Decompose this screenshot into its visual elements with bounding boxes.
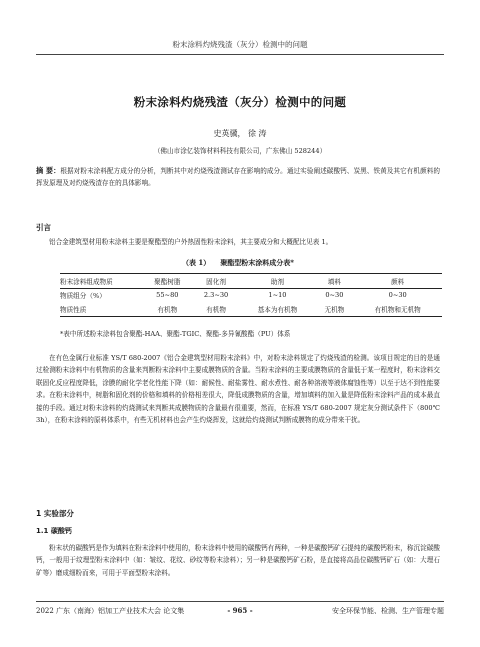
- table-cell: 基本为有机物: [257, 305, 298, 314]
- table-cell: 有机物: [206, 305, 226, 314]
- paper-title: 粉末涂料灼烧残渣（灰分）检测中的问题: [133, 95, 347, 109]
- table-row: [60, 288, 442, 302]
- abstract-label: 摘 要：: [36, 166, 61, 175]
- intro-heading: 引言: [36, 223, 51, 232]
- intro-paragraph: 铝合金建筑型材用粉末涂料主要是聚酯型的户外热固性粉末涂料，其主要成分和大概配比见表 1。: [49, 238, 333, 246]
- table-header-cell: 助剂: [270, 277, 285, 286]
- abstract: [36, 165, 440, 190]
- table-header-cell: 填料: [327, 277, 341, 286]
- table-note: *表中所述粉末涂料包含聚酯-HAA、聚酯-TGIC、聚酯-多异氰酸酯（PU）体系: [60, 330, 291, 338]
- affiliation: （佛山市涂亿装饰材料科技有限公司，广东佛山 528244）: [153, 147, 327, 155]
- table-header-cell: 固化剂: [206, 277, 226, 286]
- footer-topic: 安全环保节能、检测、生产管理专题: [332, 607, 444, 615]
- table-cell: 物质组分（%）: [60, 292, 106, 301]
- abstract-text: 根据对粉末涂料配方成分的分析，判断其中对灼烧残渣测试存在影响的成分。通过实验阐述碳酸钙、炭黑、铁黄及其它有机颜料的挥发原理及对灼烧残渣存在的具体影响。: [36, 167, 440, 188]
- table-header-cell: 聚酯树脂: [154, 277, 181, 286]
- table-row: [60, 302, 442, 316]
- authors: 史英骥， 徐 涛: [213, 129, 267, 138]
- footer-rule: [36, 601, 444, 602]
- table-caption: [36, 258, 440, 268]
- table-cell: 无机物: [324, 305, 345, 314]
- calcium-carbonate-paragraph: 粉末状的碳酸钙是作为填料在粉末涂料中使用的，粉末涂料中使用的碳酸钙有两种，一种是碳酸钙矿石提纯的碳酸钙粉末，称沉淀碳酸钙，一般用于纹理型粉末涂料中（如：皱纹、花纹、砂纹等粉末涂料）；另一种是碳酸钙矿石粉，是直接将高品位碳酸钙矿石（如：大理石矿等）磨成细粉而来，可用于平面型粉末涂料。: [36, 544, 440, 577]
- table-cell: 有机物: [157, 305, 178, 314]
- table-number: （表 1）: [182, 258, 211, 267]
- footer: [36, 604, 444, 618]
- section-heading: 1 实验部分: [36, 509, 74, 518]
- table-title: 聚酯型粉末涂料成分表*: [220, 258, 294, 267]
- table-header-cell: 粉末涂料组成物质: [60, 277, 113, 286]
- table-cell: 0~30: [388, 291, 407, 300]
- table-header-cell: 颜料: [391, 277, 405, 286]
- table-header-row: [60, 274, 442, 289]
- table-cell: 0~30: [325, 291, 344, 300]
- subsection-heading: 1.1 碳酸钙: [36, 527, 72, 535]
- page-number: - 965 -: [227, 606, 253, 615]
- composition-table: [60, 273, 442, 317]
- header-rule: [36, 54, 444, 55]
- table-cell: 55~80: [156, 291, 179, 300]
- table-cell: 物质性质: [60, 305, 87, 314]
- table-cell: 1~10: [268, 291, 287, 300]
- table-cell: 2.3~30: [203, 291, 229, 300]
- running-head: 粉末涂料灼烧残渣（灰分）检测中的问题: [172, 40, 308, 49]
- body-paragraph: 在有色金属行业标准 YS/T 680-2007《铝合金建筑型材用粉末涂料》中，对粉末涂料规定了灼烧残渣的检测。该项目规定的目的是通过检测粉末涂料中有机物质的含量来判断粉末涂料中主要成膜物质的含量。当粉末涂料的主要成膜物质的含量低于某一程度时，粉末涂料交联固化反应程度降低，涂膜的耐化学老化性能下降（如：耐候性、耐盐雾性、耐水煮性、耐各种溶液等液体腐蚀性等）以至于达不到性能要求。在粉末涂料中，树脂和固化剂的价格和填料的价格相差很大，降低成膜物质的含量，增加填料的加入量是降低粉末涂料产品的成本最直接的手段。通过对粉末涂料的灼烧测试来判断其成膜物质的含量最有很重要，然而，在标准 YS/T 680-2007 规定灰分测试条件下（800℃ 3h），在粉末涂料的原料体系中，有些无机材料也会产生灼烧挥发，这就给灼烧测试判断成膜物的成分带来干扰。: [36, 354, 440, 425]
- table-cell: 有机物和无机物: [374, 305, 421, 314]
- footer-proceedings: 2022 广东（南海）铝加工产业技术大会 论文集: [36, 607, 185, 615]
